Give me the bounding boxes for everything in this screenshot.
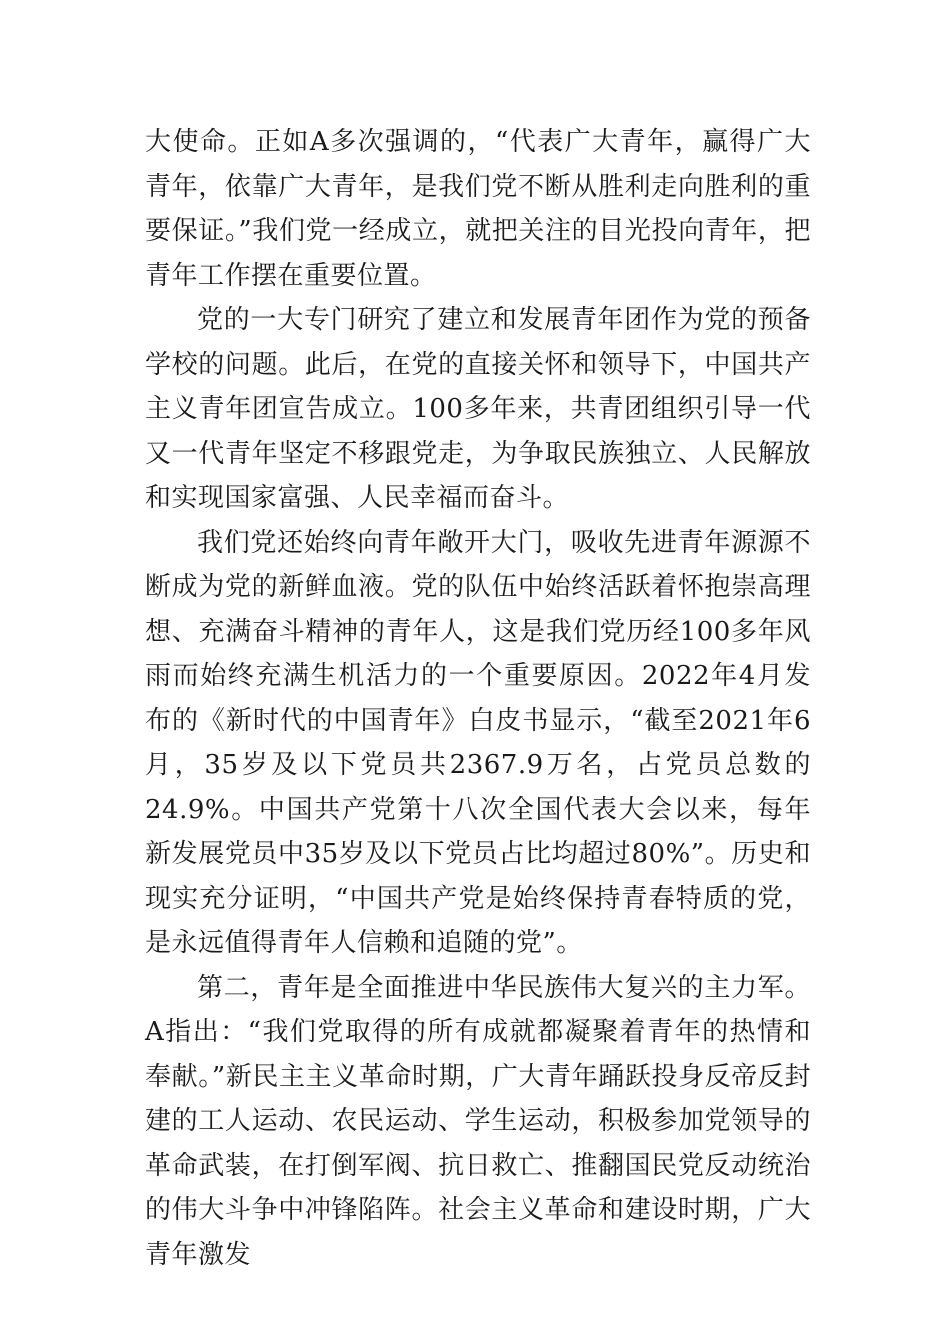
paragraph-2: 党的一大专门研究了建立和发展青年团作为党的预备学校的问题。此后，在党的直接关怀和领导下，中国共产主义青年团宣告成立。100多年来，共青团组织引导一代又一代青年坚定不移跟党走，为争取民族独立、人民解放和实现国家富强、人民幸福而奋斗。	[145, 305, 811, 513]
document-page	[145, 120, 811, 1277]
paragraph-3: 我们党还始终向青年敞开大门，吸收先进青年源源不断成为党的新鲜血液。党的队伍中始终活跃着怀抱崇高理想、充满奋斗精神的青年人，这是我们党历经100多年风雨而始终充满生机活力的一个重要原因。2022年4月发布的《新时代的中国青年》白皮书显示，“截至2021年6月，35岁及以下党员共2367.9万名，占党员总数的24.9%。中国共产党第十八次全国代表大会以来，每年新发展党员中35岁及以下党员占比均超过80%”。历史和现实充分证明，“中国共产党是始终保持青春特质的党，是永远值得青年人信赖和追随的党”。	[145, 527, 811, 958]
paragraph-4: 第二，青年是全面推进中华民族伟大复兴的主力军。A指出：“我们党取得的所有成就都凝聚着青年的热情和奉献。”新民主主义革命时期，广大青年踊跃投身反帝反封建的工人运动、农民运动、学生运动，积极参加党领导的革命武装，在打倒军阀、抗日救亡、推翻国民党反动统治的伟大斗争中冲锋陷阵。社会主义革命和建设时期，广大青年激发	[145, 972, 811, 1270]
paragraph-1: 大使命。正如A多次强调的，“代表广大青年，赢得广大青年，依靠广大青年，是我们党不断从胜利走向胜利的重要保证。”我们党一经成立，就把关注的目光投向青年，把青年工作摆在重要位置。	[145, 127, 811, 291]
